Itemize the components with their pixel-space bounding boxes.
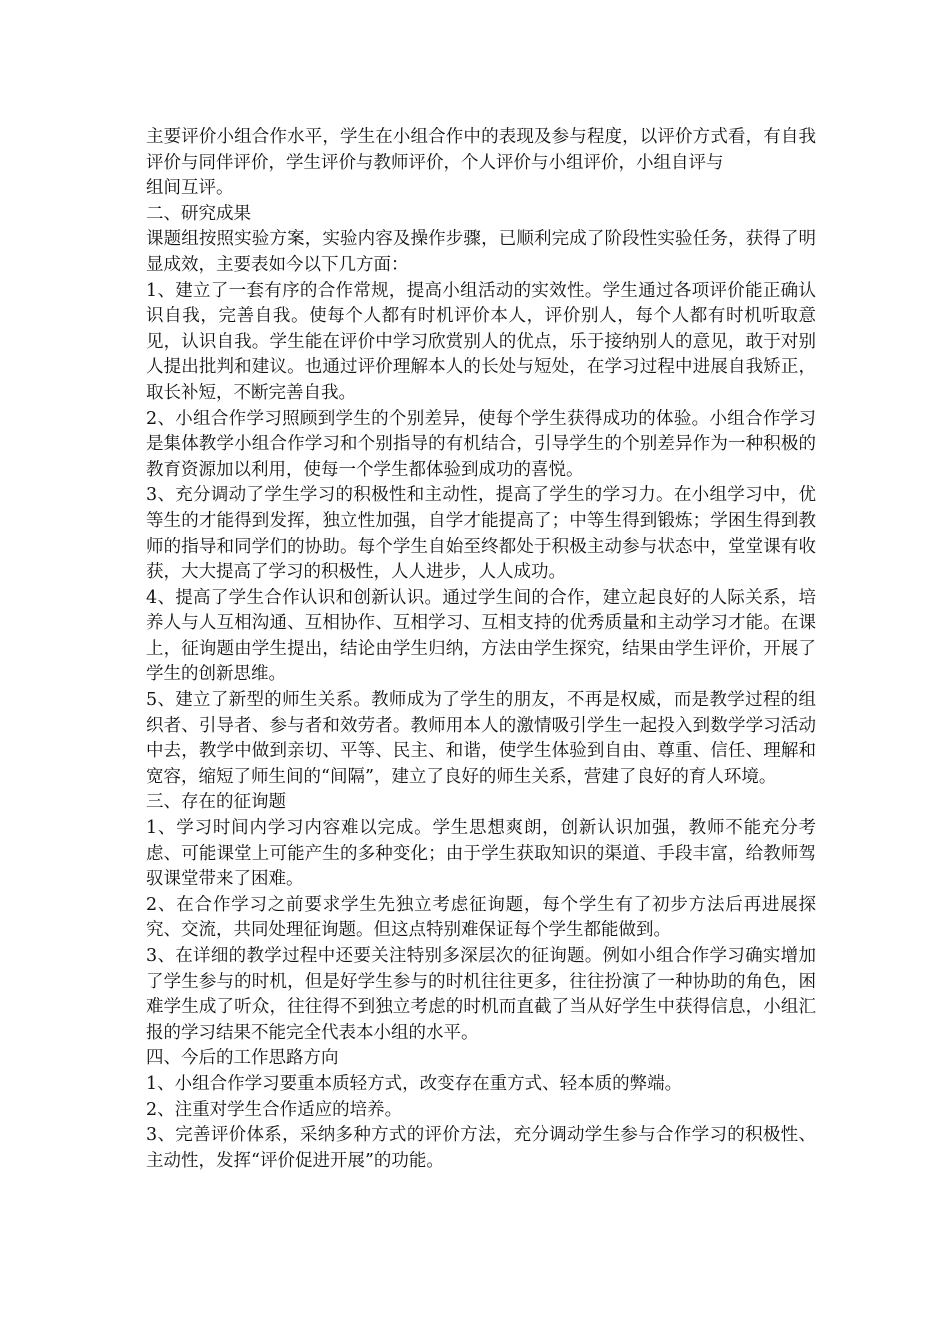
paragraph-future-1: 1、小组合作学习要重本质轻方式，改变存在重方式、轻本质的弊端。	[146, 1073, 683, 1094]
paragraph-result-1: 1、建立了一套有序的合作常规，提高小组活动的实效性。学生通过各项评价能正确认识自我，完善自我。使每个人都有时机评价本人，评价别人，每个人都有时机听取意见，认识自我。学生能在评价中学习欣赏别人的优点，乐于接纳别人的意见，敢于对别人提出批判和建议。也通过评价理解本人的长处与短处，在学习过程中进展自我矫正，取长补短，不断完善自我。	[146, 280, 816, 403]
document-body	[146, 125, 816, 1174]
paragraph-result-4: 4、提高了学生合作认识和创新认识。通过学生间的合作，建立起良好的人际关系，培养人与人互相沟通、互相协作、互相学习、互相支持的优秀质量和主动学习才能。在课上，征询题由学生提出，结论由学生归纳，方法由学生探究，结果由学生评价，开展了学生的创新思维。	[146, 587, 816, 685]
paragraph-results-intro: 课题组按照实验方案，实验内容及操作步骤，已顺利完成了阶段性实验任务，获得了明显成效，主要表如今以下几方面：	[146, 229, 816, 275]
paragraph-evaluation-intro-cont: 组间互评。	[146, 178, 234, 199]
section-heading-results: 二、研究成果	[146, 203, 251, 224]
paragraph-problem-1: 1、学习时间内学习内容难以完成。学生思想爽朗，创新认识加强，教师不能充分考虑、可能课堂上可能产生的多种变化；由于学生获取知识的渠道、手段丰富，给教师驾驭课堂带来了困难。	[146, 818, 816, 890]
paragraph-problem-3: 3、在详细的教学过程中还要关注特别多深层次的征询题。例如小组合作学习确实增加了学生参与的时机，但是好学生参与的时机往往更多，往往扮演了一种协助的角色，困难学生成了听众，往往得不到独立考虑的时机而直截了当从好学生中获得信息，小组汇报的学习结果不能完全代表本小组的水平。	[146, 946, 816, 1043]
paragraph-problem-2: 2、在合作学习之前要求学生先独立考虑征询题，每个学生有了初步方法后再进展探究、交流，共同处理征询题。但这点特别难保证每个学生都能做到。	[146, 894, 816, 941]
paragraph-result-2: 2、小组合作学习照顾到学生的个别差异，使每个学生获得成功的体验。小组合作学习是集体教学小组合作学习和个别指导的有机结合，引导学生的个别差异作为一种积极的教育资源加以利用，使每一个学生都体验到成功的喜悦。	[146, 408, 816, 480]
section-heading-problems: 三、存在的征询题	[146, 792, 286, 813]
section-heading-future: 四、今后的工作思路方向	[146, 1048, 339, 1069]
paragraph-future-3: 3、完善评价体系，采纳多种方式的评价方法，充分调动学生参与合作学习的积极性、主动性，发挥“评价促进开展”的功能。	[146, 1125, 816, 1171]
paragraph-future-2: 2、注重对学生合作适应的培养。	[146, 1099, 403, 1120]
paragraph-result-3: 3、充分调动了学生学习的积极性和主动性，提高了学生的学习力。在小组学习中，优等生的才能得到发挥，独立性加强，自学才能提高了；中等生得到锻炼；学困生得到教师的指导和同学们的协助。每个学生自始至终都处于积极主动参与状态中，堂堂课有收获，大大提高了学习的积极性，人人进步，人人成功。	[146, 485, 816, 583]
paragraph-evaluation-intro: 主要评价小组合作水平，学生在小组合作中的表现及参与程度，以评价方式看，有自我评价与同伴评价，学生评价与教师评价，个人评价与小组评价，小组自评与	[146, 127, 816, 173]
paragraph-result-5: 5、建立了新型的师生关系。教师成为了学生的朋友，不再是权威，而是教学过程的组织者、引导者、参与者和效劳者。教师用本人的激情吸引学生一起投入到数学学习活动中去，教学中做到亲切、平等、民主、和谐，使学生体验到自由、尊重、信任、理解和宽容，缩短了师生间的“间隔”，建立了良好的师生关系，营建了良好的育人环境。	[146, 690, 816, 787]
